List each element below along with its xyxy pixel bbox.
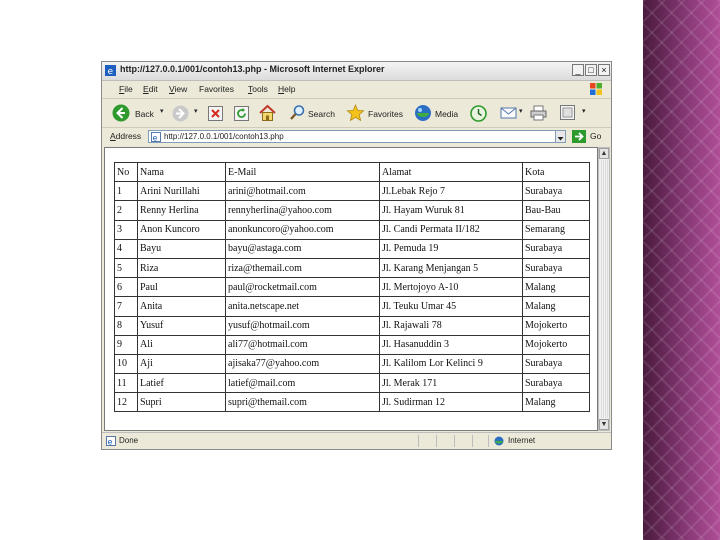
status-divider bbox=[472, 435, 484, 447]
status-bar bbox=[102, 432, 611, 450]
cell-kota: Surabaya bbox=[523, 374, 590, 393]
cell-no: 2 bbox=[115, 201, 138, 220]
cell-no: 1 bbox=[115, 182, 138, 201]
header-email: E-Mail bbox=[226, 163, 380, 182]
cell-alamat: Jl. Karang Menjangan 5 bbox=[380, 258, 523, 277]
status-divider bbox=[418, 435, 430, 447]
maximize-button[interactable]: □ bbox=[585, 64, 597, 76]
cell-no: 8 bbox=[115, 316, 138, 335]
table-header-row bbox=[115, 163, 590, 182]
table-row bbox=[115, 335, 590, 354]
cell-email: anonkuncoro@yahoo.com bbox=[226, 220, 380, 239]
table-row bbox=[115, 297, 590, 316]
cell-email: supri@themail.com bbox=[226, 393, 380, 412]
cell-alamat: Jl. Rajawali 78 bbox=[380, 316, 523, 335]
menu-view[interactable]: View bbox=[169, 84, 188, 94]
cell-no: 3 bbox=[115, 220, 138, 239]
cell-nama: Bayu bbox=[138, 239, 226, 258]
mail-icon[interactable] bbox=[500, 105, 517, 121]
table-row bbox=[115, 239, 590, 258]
stop-icon[interactable] bbox=[208, 106, 223, 121]
go-arrow-icon[interactable] bbox=[572, 130, 586, 143]
cell-kota: Surabaya bbox=[523, 258, 590, 277]
forward-arrow-icon[interactable] bbox=[172, 105, 189, 122]
cell-nama: Yusuf bbox=[138, 316, 226, 335]
home-icon[interactable] bbox=[258, 104, 277, 122]
cell-nama: Arini Nurillahi bbox=[138, 182, 226, 201]
status-divider bbox=[454, 435, 466, 447]
minimize-button[interactable]: _ bbox=[572, 64, 584, 76]
status-divider bbox=[436, 435, 448, 447]
data-table bbox=[114, 162, 590, 412]
cell-kota: Semarang bbox=[523, 220, 590, 239]
vertical-scrollbar[interactable] bbox=[598, 147, 610, 431]
page-done-icon bbox=[106, 436, 116, 446]
decorative-side-panel bbox=[643, 0, 720, 540]
cell-alamat: Jl. Hasanuddin 3 bbox=[380, 335, 523, 354]
cell-nama: Ali bbox=[138, 335, 226, 354]
cell-alamat: Jl. Teuku Umar 45 bbox=[380, 297, 523, 316]
edit-icon[interactable] bbox=[560, 105, 575, 120]
cell-kota: Mojokerto bbox=[523, 335, 590, 354]
address-bar bbox=[102, 128, 611, 145]
cell-no: 7 bbox=[115, 297, 138, 316]
edit-dropdown-icon[interactable]: ▾ bbox=[582, 108, 586, 115]
menu-help[interactable]: Help bbox=[278, 84, 296, 94]
cell-nama: Anon Kuncoro bbox=[138, 220, 226, 239]
toolbar bbox=[102, 99, 611, 128]
cell-kota: Surabaya bbox=[523, 239, 590, 258]
refresh-icon[interactable] bbox=[234, 106, 249, 121]
scroll-up-icon[interactable]: ▲ bbox=[600, 150, 608, 157]
cell-alamat: Jl. Candi Permata II/182 bbox=[380, 220, 523, 239]
header-no: No bbox=[115, 163, 138, 182]
cell-email: rennyherlina@yahoo.com bbox=[226, 201, 380, 220]
cell-alamat: Jl. Merak 171 bbox=[380, 374, 523, 393]
cell-alamat: Jl. Kalilom Lor Kelinci 9 bbox=[380, 354, 523, 373]
search-icon[interactable] bbox=[289, 104, 306, 122]
table-row bbox=[115, 354, 590, 373]
cell-kota: Bau-Bau bbox=[523, 201, 590, 220]
cell-email: riza@themail.com bbox=[226, 258, 380, 277]
menu-bar bbox=[102, 81, 611, 99]
cell-nama: Supri bbox=[138, 393, 226, 412]
cell-kota: Surabaya bbox=[523, 182, 590, 201]
table-row bbox=[115, 258, 590, 277]
cell-kota: Surabaya bbox=[523, 354, 590, 373]
favorites-star-icon[interactable] bbox=[346, 104, 365, 122]
cell-kota: Mojokerto bbox=[523, 316, 590, 335]
cell-kota: Malang bbox=[523, 297, 590, 316]
cell-nama: Renny Herlina bbox=[138, 201, 226, 220]
cell-nama: Aji bbox=[138, 354, 226, 373]
scroll-track[interactable] bbox=[600, 160, 608, 418]
forward-dropdown-icon[interactable]: ▾ bbox=[194, 108, 198, 115]
address-dropdown-button[interactable] bbox=[555, 130, 566, 143]
media-icon[interactable] bbox=[414, 104, 432, 122]
title-bar bbox=[102, 62, 611, 81]
cell-no: 12 bbox=[115, 393, 138, 412]
cell-nama: Anita bbox=[138, 297, 226, 316]
zone-text: Internet bbox=[508, 436, 536, 445]
cell-nama: Latief bbox=[138, 374, 226, 393]
table-row bbox=[115, 278, 590, 297]
cell-email: ajisaka77@yahoo.com bbox=[226, 354, 380, 373]
cell-no: 4 bbox=[115, 239, 138, 258]
svg-text:e: e bbox=[107, 67, 114, 76]
cell-email: yusuf@hotmail.com bbox=[226, 316, 380, 335]
chevron-down-icon bbox=[556, 133, 565, 144]
favorites-button-label[interactable]: Favorites bbox=[368, 109, 403, 119]
back-button-label[interactable]: Back bbox=[135, 109, 154, 119]
cell-no: 9 bbox=[115, 335, 138, 354]
cell-email: anita.netscape.net bbox=[226, 297, 380, 316]
header-alamat: Alamat bbox=[380, 163, 523, 182]
page-icon bbox=[151, 132, 161, 142]
menu-edit[interactable]: Edit bbox=[143, 84, 158, 94]
go-button-label[interactable]: Go bbox=[590, 131, 602, 141]
cell-nama: Paul bbox=[138, 278, 226, 297]
table-row bbox=[115, 220, 590, 239]
status-text: Done bbox=[119, 436, 139, 445]
back-dropdown-icon[interactable]: ▾ bbox=[160, 108, 164, 115]
media-button-label[interactable]: Media bbox=[435, 109, 459, 119]
cell-email: ali77@hotmail.com bbox=[226, 335, 380, 354]
address-input[interactable] bbox=[148, 130, 566, 143]
window-title: http://127.0.0.1/001/contoh13.php - Microsoft Internet Explorer bbox=[120, 64, 385, 74]
page-content bbox=[104, 147, 598, 431]
cell-no: 11 bbox=[115, 374, 138, 393]
cell-nama: Riza bbox=[138, 258, 226, 277]
cell-alamat: Jl.Lebak Rejo 7 bbox=[380, 182, 523, 201]
address-url[interactable]: http://127.0.0.1/001/contoh13.php bbox=[164, 132, 284, 141]
ie-icon bbox=[105, 65, 116, 76]
cell-alamat: Jl. Mertojoyo A-10 bbox=[380, 278, 523, 297]
menu-file[interactable]: File bbox=[119, 84, 133, 94]
search-button-label[interactable]: Search bbox=[308, 109, 335, 119]
scroll-down-icon[interactable]: ▼ bbox=[600, 421, 608, 428]
table-row bbox=[115, 374, 590, 393]
table-row bbox=[115, 316, 590, 335]
cell-email: bayu@astaga.com bbox=[226, 239, 380, 258]
menu-tools[interactable]: Tools bbox=[248, 84, 268, 94]
cell-no: 10 bbox=[115, 354, 138, 373]
back-arrow-icon[interactable] bbox=[112, 104, 130, 122]
history-icon[interactable] bbox=[470, 105, 487, 122]
table-row bbox=[115, 393, 590, 412]
mail-dropdown-icon[interactable]: ▾ bbox=[519, 108, 523, 115]
cell-alamat: Jl. Hayam Wuruk 81 bbox=[380, 201, 523, 220]
svg-text:e: e bbox=[152, 133, 158, 142]
cell-kota: Malang bbox=[523, 278, 590, 297]
windows-logo-icon bbox=[589, 82, 603, 96]
table-row bbox=[115, 201, 590, 220]
cell-no: 6 bbox=[115, 278, 138, 297]
header-nama: Nama bbox=[138, 163, 226, 182]
print-icon[interactable] bbox=[530, 105, 547, 121]
address-label: Address bbox=[110, 131, 142, 141]
cell-alamat: Jl. Pemuda 19 bbox=[380, 239, 523, 258]
header-kota: Kota bbox=[523, 163, 590, 182]
cell-email: arini@hotmail.com bbox=[226, 182, 380, 201]
cell-email: latief@mail.com bbox=[226, 374, 380, 393]
internet-zone-icon bbox=[494, 436, 504, 446]
cell-no: 5 bbox=[115, 258, 138, 277]
table-row bbox=[115, 182, 590, 201]
close-button[interactable]: × bbox=[598, 64, 610, 76]
cell-kota: Malang bbox=[523, 393, 590, 412]
svg-text:e: e bbox=[107, 437, 113, 446]
browser-window bbox=[101, 61, 612, 450]
cell-alamat: Jl. Sudirman 12 bbox=[380, 393, 523, 412]
menu-favorites[interactable]: Favorites bbox=[199, 84, 234, 94]
cell-email: paul@rocketmail.com bbox=[226, 278, 380, 297]
